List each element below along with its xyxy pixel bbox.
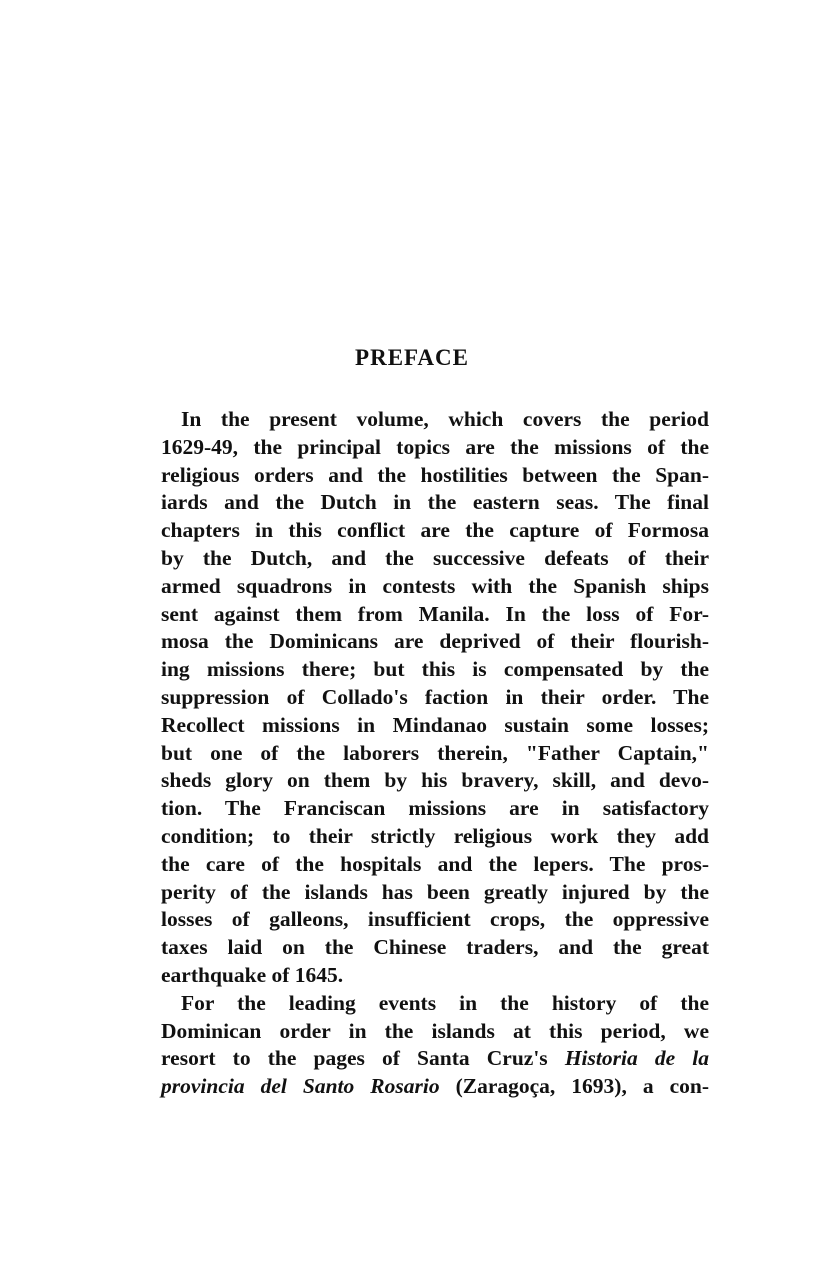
text-line: armed squadrons in contests with the Spanish ships: [161, 573, 709, 598]
text-line: In the present volume, which covers the period: [181, 407, 709, 431]
book-title-italic: provincia del Santo Rosario: [161, 1074, 440, 1099]
text-line: earthquake of 1645.: [161, 962, 344, 987]
text-line: tion. The Franciscan missions are in satisfactory: [161, 796, 709, 821]
text-line: the care of the hospitals and the lepers. The pros-: [161, 851, 709, 876]
text-line: by the Dutch, and the successive defeats of their: [161, 545, 709, 570]
text-line: Recollect missions in Mindanao sustain some losses;: [161, 712, 709, 737]
text-line: [161, 1045, 709, 1073]
text-line: sent against them from Manila. In the loss of For-: [161, 601, 709, 626]
book-title-italic: Historia de la: [564, 1046, 709, 1071]
text-line: [161, 1073, 709, 1101]
preface-text: [161, 406, 709, 1101]
text-line: ing missions there; but this is compensated by the: [161, 657, 709, 682]
text-line: chapters in this conflict are the capture of Formosa: [161, 518, 709, 543]
text-line: iards and the Dutch in the eastern seas. The final: [161, 490, 709, 515]
text-run: resort to the pages of Santa Cruz's: [161, 1046, 565, 1071]
text-line: perity of the islands has been greatly injured by the: [161, 879, 709, 904]
text-line: suppression of Collado's faction in their order. The: [161, 684, 709, 709]
text-line: but one of the laborers therein, "Father Captain,": [161, 740, 709, 765]
text-line: 1629-49, the principal topics are the missions of the: [161, 434, 709, 459]
text-line: losses of galleons, insufficient crops, the oppressive: [161, 907, 709, 932]
text-run: (Zaragoça, 1693), a con-: [439, 1074, 710, 1099]
text-line: For the leading events in the history of the: [181, 990, 709, 1015]
text-line: condition; to their strictly religious work they add: [161, 823, 709, 848]
text-line: religious orders and the hostilities between the Span-: [161, 462, 709, 487]
text-line: Dominican order in the islands at this period, we: [161, 1018, 709, 1043]
page-title: PREFACE: [355, 345, 469, 370]
text-line: taxes laid on the Chinese traders, and the great: [161, 935, 709, 960]
text-line: sheds glory on them by his bravery, skill, and devo-: [161, 768, 709, 793]
text-line: mosa the Dominicans are deprived of their flourish-: [161, 629, 709, 654]
